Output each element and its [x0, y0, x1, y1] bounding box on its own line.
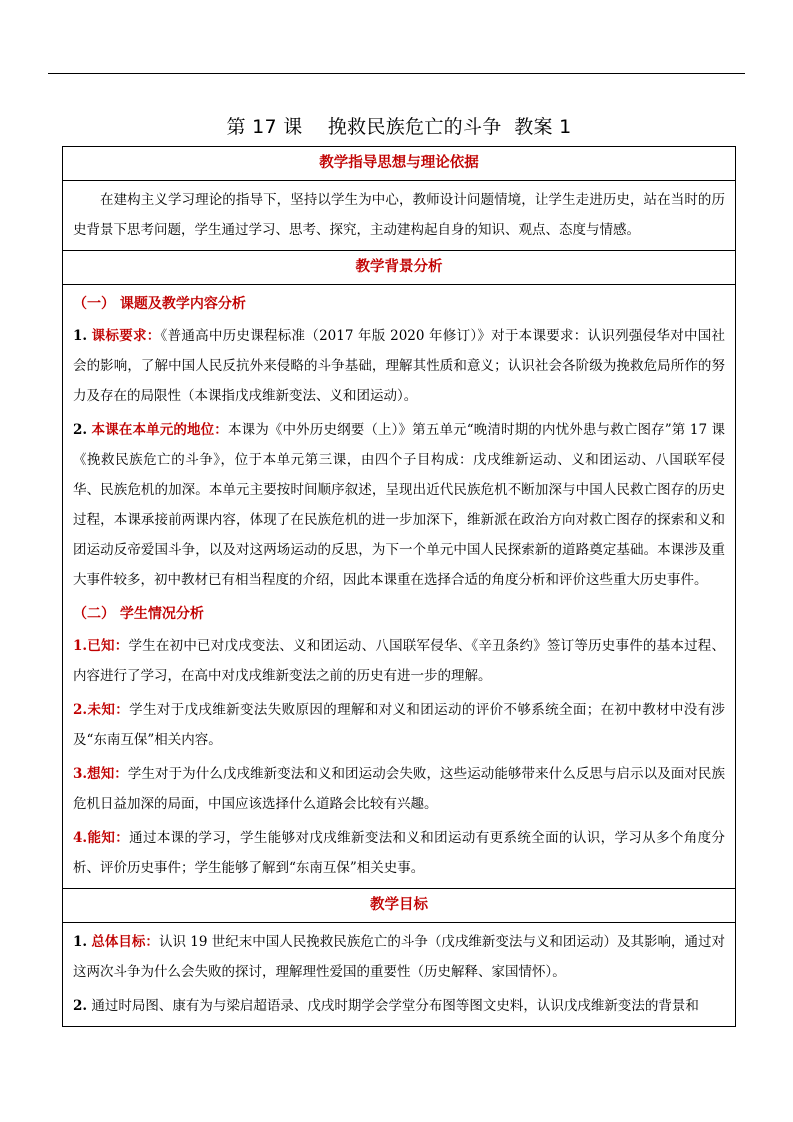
- item-text: 通过本课的学习，学生能够对戊戌维新变法和义和团运动有更系统全面的认识，学习从多个角度分析、评价历史事件；学生能够了解到“东南互保”相关史事。: [73, 830, 726, 876]
- student-analysis-item-3: [73, 759, 725, 819]
- item-text: 学生对于为什么戊戌维新变法和义和团运动会失败，这些运动能够带来什么反思与启示以及面对民族危机日益加深的局面，中国应该选择什么道路会比较有兴趣。: [73, 766, 726, 812]
- student-analysis-item-4: [73, 823, 725, 883]
- item-key: 想知：: [87, 766, 128, 782]
- item-key: 课标要求：: [91, 328, 161, 344]
- section-heading-guiding-thought: 教学指导思想与理论依据: [63, 147, 736, 181]
- item-text: 学生对于戊戌维新变法失败原因的理解和对义和团运动的评价不够系统全面；在初中教材中没有涉及“东南互保”相关内容。: [73, 702, 726, 748]
- item-number: 2.: [73, 422, 88, 438]
- student-analysis-item-2: [73, 695, 725, 755]
- item-text: 《普通高中历史课程标准（2017 年版 2020 年修订）》对于本课要求：认识列强侵华对中国社会的影响，了解中国人民反抗外来侵略的斗争基础，理解其性质和意义；认识社会各阶级为挽救危局所作的努力及存在的局限性（本课指戊戌维新变法、义和团运动）。: [73, 328, 726, 404]
- objective-item-1: [73, 927, 725, 987]
- item-key: 本课在本单元的地位：: [91, 422, 228, 438]
- content-analysis-item-1: [73, 321, 725, 411]
- item-number: 1.: [73, 934, 88, 950]
- item-number: 1.: [73, 638, 88, 654]
- item-text: 本课为《中外历史纲要（上）》第五单元“晚清时期的内忧外患与救亡图存”第 17 课《挽救民族危亡的斗争》，位于本单元第三课，由四个子目构成：戊戌维新运动、义和团运动、八国联军侵华、民族危机的加深。本单元主要按时间顺序叙述，呈现出近代民族危机不断加深与中国人民救亡图存的历史过程，本课承接前两课内容，体现了在民族危机的进一步加深下，维新派在政治方向对救亡图存的探索和义和团运动反帝爱国斗争，以及对这两场运动的反思，为下一个单元中国人民探索新的道路奠定基础。本课涉及重大事件较多，初中教材已有相当程度的介绍，因此本课重在选择合适的角度分析和评价这些重大历史事件。: [73, 422, 725, 588]
- item-key: 已知：: [87, 638, 129, 654]
- table-row: [63, 923, 736, 1027]
- subsection-heading-student-analysis: （二） 学生情况分析: [73, 606, 204, 622]
- guiding-thought-cell: [63, 181, 736, 251]
- item-number: 3.: [73, 766, 88, 782]
- item-text: 通过时局图、康有为与梁启超语录、戊戌时期学会学堂分布图等图文史料，认识戊戌维新变法的背景和: [91, 998, 699, 1014]
- item-number: 2.: [73, 702, 88, 718]
- table-row: [63, 181, 736, 251]
- background-cell: [63, 285, 736, 889]
- item-number: 4.: [73, 830, 88, 846]
- item-number: 2.: [73, 998, 88, 1014]
- section-heading-objectives: 教学目标: [63, 889, 736, 923]
- table-row: [63, 889, 736, 923]
- item-number: 1.: [73, 328, 88, 344]
- header-rule: [48, 73, 745, 74]
- student-analysis-item-1: [73, 631, 725, 691]
- guiding-thought-paragraph: 在建构主义学习理论的指导下，坚持以学生为中心，教师设计问题情境，让学生走进历史，站在当时的历史背景下思考问题，学生通过学习、思考、探究，主动建构起自身的知识、观点、态度与情感。: [73, 192, 725, 238]
- table-row: [63, 147, 736, 181]
- item-key: 能知：: [87, 830, 130, 846]
- subsection-heading-content-analysis: （一） 课题及教学内容分析: [73, 296, 246, 312]
- document-title: 第 17 课 挽救民族危亡的斗争 教案 1: [226, 116, 572, 138]
- item-text: 学生在初中已对戊戌变法、义和团运动、八国联军侵华、《辛丑条约》签订等历史事件的基本过程、内容进行了学习，在高中对戊戌维新变法之前的历史有进一步的理解。: [73, 638, 726, 684]
- item-key: 总体目标：: [91, 934, 159, 950]
- table-row: [63, 285, 736, 889]
- objective-item-2: [73, 991, 725, 1021]
- objectives-cell: [63, 923, 736, 1027]
- item-text: 认识 19 世纪末中国人民挽救民族危亡的斗争（戊戌维新变法与义和团运动）及其影响，通过对这两次斗争为什么会失败的探讨，理解理性爱国的重要性（历史解释、家国情怀）。: [73, 934, 726, 980]
- item-key: 未知：: [87, 702, 130, 718]
- lesson-plan-table: [62, 146, 736, 1027]
- table-row: [63, 251, 736, 285]
- content-analysis-item-2: [73, 415, 725, 595]
- section-heading-background: 教学背景分析: [63, 251, 736, 285]
